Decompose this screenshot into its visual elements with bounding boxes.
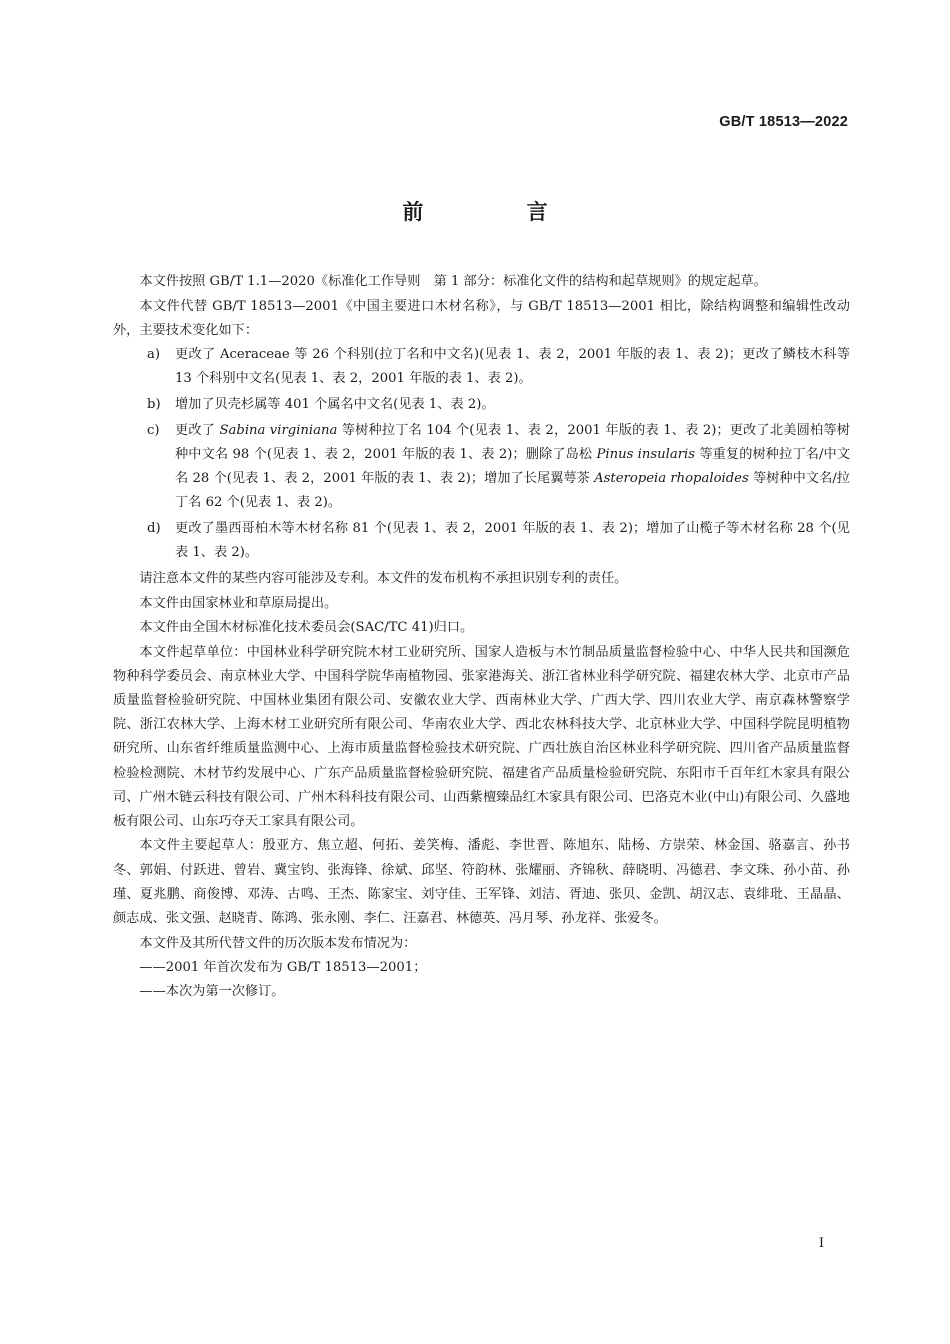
history-intro: 本文件及其所代替文件的历次版本发布情况为： — [139, 935, 417, 951]
patent-note: 请注意本文件的某些内容可能涉及专利。本文件的发布机构不承担识别专利的责任。 — [139, 571, 628, 587]
page-number: I — [818, 1236, 824, 1251]
change-text: 更改了 Aceraceae 等 26 个科别(拉丁名和中文名)(见表 1、表 2，2001 年版的表 1、表 2)；更改了鳞枝木科等 13 个科别中文名(见表 1、表 2，2001 年版的表 1、表 2)。 — [175, 347, 850, 387]
foreword-body — [113, 270, 850, 1004]
change-item — [113, 419, 850, 516]
change-text — [175, 419, 850, 516]
text-segment: 更改了 — [175, 422, 220, 438]
change-item — [113, 393, 850, 417]
change-item — [113, 517, 850, 565]
list-marker: b) — [147, 397, 161, 413]
text-segment: 等树种中文名/拉丁名 62 个(见表 1、表 2)。 — [175, 471, 850, 511]
list-marker: a) — [147, 347, 161, 363]
change-text: 更改了墨西哥柏木等木材名称 81 个(见表 1、表 2，2001 年版的表 1、表 2)；增加了山榄子等木材名称 28 个(见表 1、表 2)。 — [175, 521, 850, 561]
history-item: ——本次为第一次修订。 — [139, 984, 285, 1000]
proposer-note: 本文件由国家林业和草原局提出。 — [139, 595, 338, 611]
text-segment: 等树种拉丁名 104 个(见表 1、表 2，2001 年版的表 1、表 2)；更改了北美圆柏等树种中文名 98 个(见表 1、表 2，2001 年版的表 1、表 2)；删除了岛松 — [175, 422, 850, 463]
change-item — [113, 343, 850, 391]
list-marker: c) — [147, 422, 160, 438]
intro-paragraph: 本文件按照 GB/T 1.1—2020《标准化工作导则 第 1 部分：标准化文件的结构和起草规则》的规定起草。 — [139, 274, 767, 289]
page-title: 前 言 — [402, 200, 596, 224]
text-segment: 等重复的树种拉丁名/中文名 28 个(见表 1、表 2，2001 年版的表 1、表 2)；增加了长尾翼萼茶 — [175, 447, 851, 487]
latin-name: Asteropeia rhopaloides — [594, 471, 749, 487]
list-marker: d) — [147, 521, 161, 537]
drafting-units: 本文件起草单位：中国林业科学研究院木材工业研究所、国家人造板与木竹制品质量监督检验中心、中华人民共和国濒危物种科学委员会、南京林业大学、中国科学院华南植物园、张家港海关、浙江省林业科学研究院、福建农林大学、北京市产品质量监督检验研究院、中国林业集团有限公司、安徽农业大学、西南林业大学、广西大学、四川农业大学、南京森林警察学院、浙江农林大学、上海木材工业研究所有限公司、华南农业大学、西北农林科技大学、北京林业大学、中国科学院昆明植物研究所、山东省纤维质量监测中心、上海市质量监督检验技术研究院、广西壮族自治区林业科学研究院、四川省产品质量监督检验检测院、木材节约发展中心、广东产品质量监督检验研究院、福建省产品质量检验研究院、东阳市千百年红木家具有限公司、广州木链云科技有限公司、广州木科科技有限公司、山西紫檀臻品红木家具有限公司、巴洛克木业(中山)有限公司、久盛地板有限公司、山东巧夺天工家具有限公司。 — [113, 644, 850, 829]
drafters: 本文件主要起草人：殷亚方、焦立超、何拓、姜笑梅、潘彪、李世晋、陈旭东、陆杨、方崇荣、林金国、骆嘉言、孙书冬、郭娟、付跃进、曾岩、冀宝钧、张海锋、徐斌、邱坚、符韵林、张耀丽、齐锦秋、薛晓明、冯德君、李文珠、孙小苗、孙瑾、夏兆鹏、商俊博、邓涛、古鸣、王杰、陈家宝、刘守佳、王军锋、刘洁、胥迪、张贝、金凯、胡汉志、袁绯玭、王晶晶、颜志成、张文强、赵晓青、陈鸿、张永刚、李仁、汪嘉君、林德英、冯月琴、孙龙祥、张爱冬。 — [113, 838, 850, 927]
history-item: ——2001 年首次发布为 GB/T 18513—2001； — [139, 960, 427, 976]
latin-name: Pinus insularis — [596, 447, 696, 463]
committee-note: 本文件由全国木材标准化技术委员会(SAC/TC 41)归口。 — [139, 620, 474, 636]
latin-name: Sabina virginiana — [219, 422, 338, 438]
doc-number: GB/T 18513—2022 — [719, 114, 848, 130]
intro-paragraph: 本文件代替 GB/T 18513—2001《中国主要进口木材名称》，与 GB/T 18513—2001 相比，除结构调整和编辑性改动外，主要技术变化如下： — [113, 298, 850, 338]
change-text: 增加了贝壳杉属等 401 个属名中文名(见表 1、表 2)。 — [175, 397, 495, 413]
